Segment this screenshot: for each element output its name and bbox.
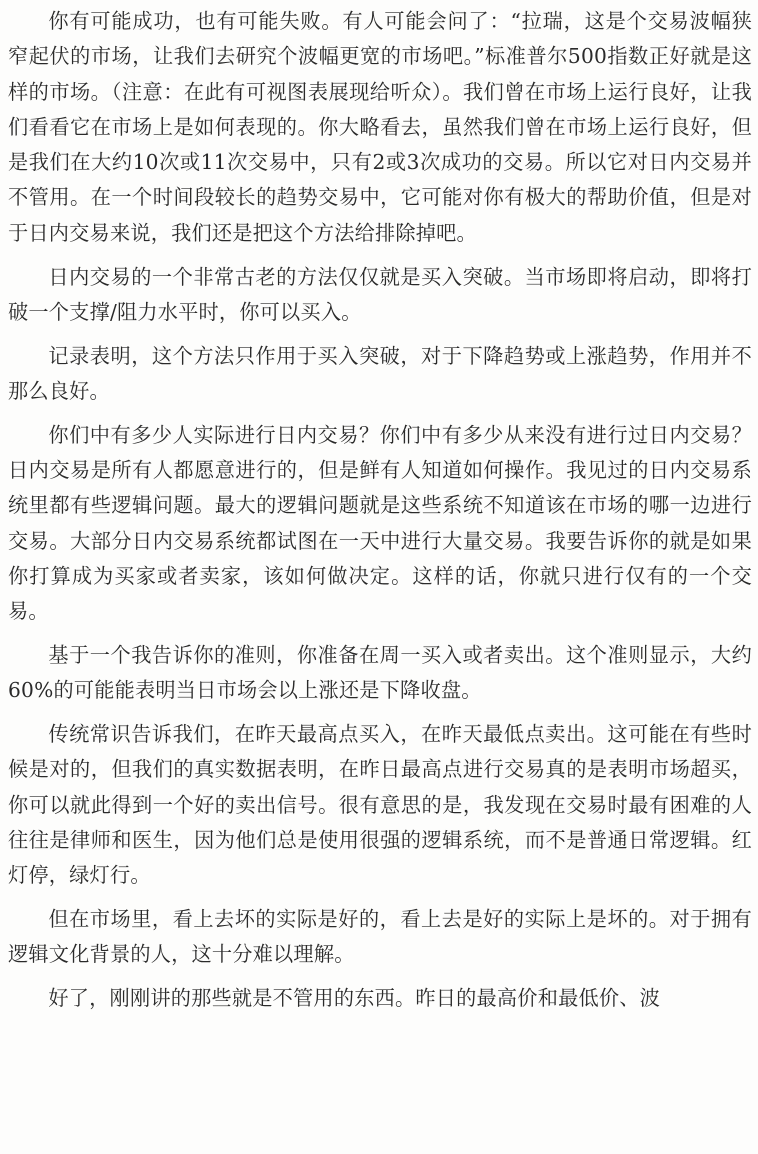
paragraph-5: 基于一个我告诉你的准则，你准备在周一买入或者卖出。这个准则显示，大约60%的可能能表明当日市场会以上涨还是下降收盘。 xyxy=(8,643,752,703)
paragraph-4: 你们中有多少人实际进行日内交易？你们中有多少从来没有进行过日内交易？日内交易是所有人都愿意进行的，但是鲜有人知道如何操作。我见过的日内交易系统里都有些逻辑问题。最大的逻辑问题就是这些系统不知道该在市场的哪一边进行交易。大部分日内交易系统都试图在一天中进行大量交易。我要告诉你的就是如果你打算成为买家或者卖家，该如何做决定。这样的话，你就只进行仅有的一个交易。 xyxy=(8,422,752,624)
paragraph-8: 好了，刚刚讲的那些就是不管用的东西。昨日的最高价和最低价、波 xyxy=(48,986,661,1011)
paragraph-2: 日内交易的一个非常古老的方法仅仅就是买入突破。当市场即将启动，即将打破一个支撑/阻力水平时，你可以买入。 xyxy=(8,264,752,324)
paragraph-3: 记录表明，这个方法只作用于买入突破，对于下降趋势或上涨趋势，作用并不那么良好。 xyxy=(8,343,752,403)
paragraph-1: 你有可能成功，也有可能失败。有人可能会问了：“拉瑞，这是个交易波幅狭窄起伏的市场，让我们去研究个波幅更宽的市场吧。”标准普尔500指数正好就是这样的市场。（注意：在此有可视图表展现给听众）。我们曾在市场上运行良好，让我们看看它在市场上是如何表现的。你大略看去，虽然我们曾在市场上运行良好，但是我们在大约10次或11次交易中，只有2或3次成功的交易。所以它对日内交易并不管用。在一个时间段较长的趋势交易中，它可能对你有极大的帮助价值，但是对于日内交易来说，我们还是把这个方法给排除掉吧。 xyxy=(8,9,752,245)
paragraph-6: 传统常识告诉我们，在昨天最高点买入，在昨天最低点卖出。这可能在有些时候是对的，但我们的真实数据表明，在昨日最高点进行交易真的是表明市场超买，你可以就此得到一个好的卖出信号。很有意思的是，我发现在交易时最有困难的人往往是律师和医生，因为他们总是使用很强的逻辑系统，而不是普通日常逻辑。红灯停，绿灯行。 xyxy=(8,722,752,888)
paragraph-7: 但在市场里，看上去坏的实际是好的，看上去是好的实际上是坏的。对于拥有逻辑文化背景的人，这十分难以理解。 xyxy=(8,907,752,967)
